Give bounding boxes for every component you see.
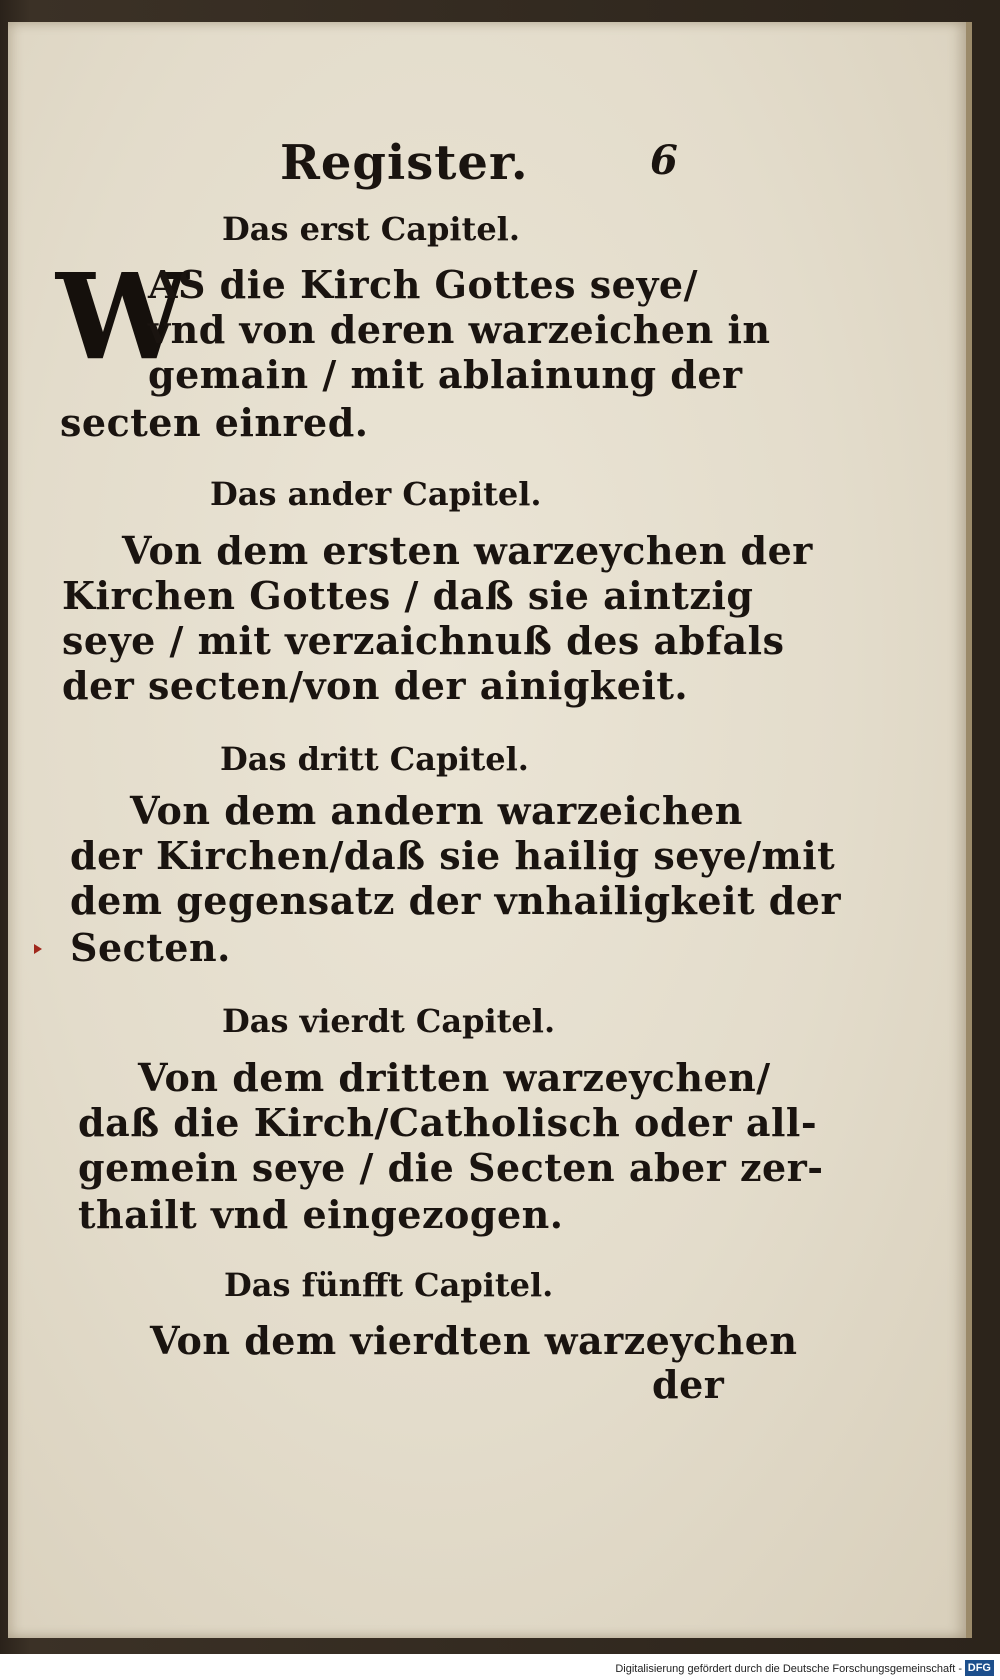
- chapter-heading-3: Das dritt Capitel.: [220, 740, 529, 778]
- page-number: 6: [650, 137, 678, 184]
- chapter-3-line-3: dem gegensatz der vnhailigkeit der: [70, 878, 842, 923]
- running-title: Register.: [280, 135, 529, 191]
- chapter-3-line-2: der Kirchen/daß sie hailig seye/mit: [70, 833, 836, 878]
- chapter-2-line-1: Von dem ersten warzeychen der: [122, 528, 813, 573]
- chapter-2-line-2: Kirchen Gottes / daß sie aintzig: [62, 573, 754, 618]
- page-edge: [966, 22, 972, 1638]
- dfg-logo: DFG: [965, 1660, 994, 1676]
- chapter-heading-5: Das fünfft Capitel.: [224, 1266, 554, 1304]
- chapter-2-line-4: der secten/von der ainigkeit.: [62, 663, 689, 708]
- decorated-initial: W: [56, 247, 189, 386]
- chapter-3-line-1: Von dem andern warzeichen: [130, 788, 743, 833]
- chapter-4-line-2: daß die Kirch/Catholisch oder all-: [78, 1100, 818, 1145]
- chapter-5-line-1: Von dem vierdten warzeychen: [150, 1318, 798, 1363]
- catchword: der: [652, 1362, 725, 1407]
- chapter-4-line-3: gemein seye / die Secten aber zer-: [78, 1145, 824, 1190]
- footer-bar: [0, 1654, 1000, 1680]
- chapter-heading-2: Das ander Capitel.: [210, 475, 542, 513]
- funding-notice: Digitalisierung gefördert durch die Deutsche Forschungsgemeinschaft -: [615, 1663, 962, 1675]
- chapter-1-line-2: vnd von deren warzeichen in: [148, 307, 771, 352]
- chapter-heading-1: Das erst Capitel.: [222, 210, 520, 248]
- chapter-1-line-4: secten einred.: [60, 400, 369, 445]
- chapter-1-line-1: AS die Kirch Gottes seye/: [148, 262, 698, 307]
- chapter-heading-4: Das vierdt Capitel.: [222, 1002, 556, 1040]
- chapter-1-line-3: gemain / mit ablainung der: [148, 352, 743, 397]
- marginal-mark: [34, 944, 42, 954]
- chapter-2-line-3: seye / mit verzaichnuß des abfals: [62, 618, 785, 663]
- chapter-3-line-4: Secten.: [70, 925, 231, 970]
- chapter-4-line-1: Von dem dritten warzeychen/: [138, 1055, 771, 1100]
- chapter-4-line-4: thailt vnd eingezogen.: [78, 1192, 564, 1237]
